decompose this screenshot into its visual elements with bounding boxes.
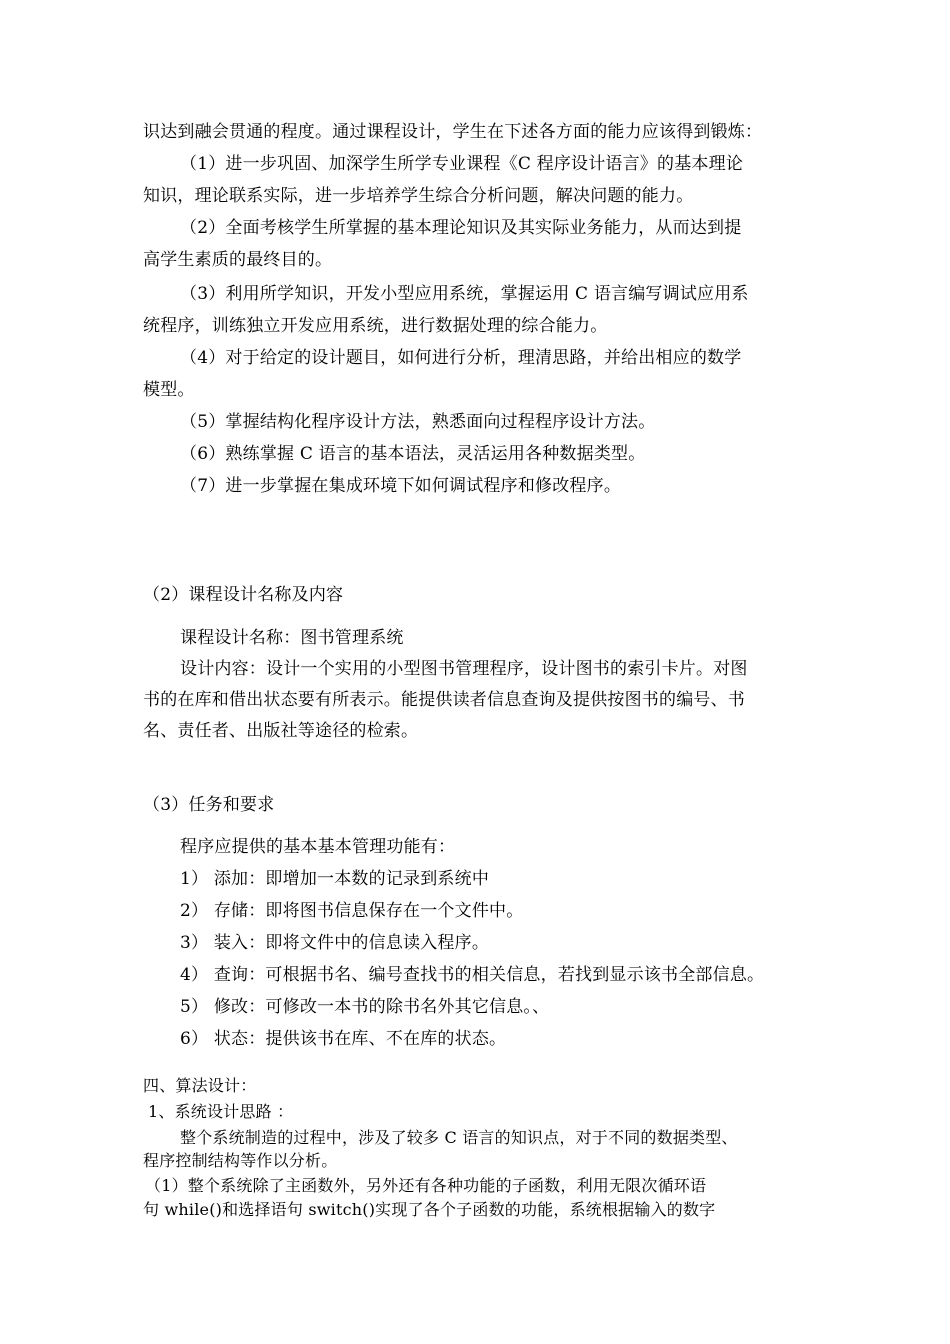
section-3-heading: （3）任务和要求: [143, 795, 275, 815]
system-paragraph-line-2: 句 while()和选择语句 switch()实现了各个子函数的功能，系统根据输入的数字: [143, 1200, 716, 1219]
list-item-2-line-1: （2）全面考核学生所掌握的基本理论知识及其实际业务能力，从而达到提: [180, 218, 742, 238]
function-item-6: 6） 状态：提供该书在库、不在库的状态。: [180, 1029, 507, 1049]
functions-intro: 程序应提供的基本基本管理功能有：: [180, 837, 456, 857]
list-item-3-line-2: 统程序，训练独立开发应用系统，进行数据处理的综合能力。: [143, 316, 608, 336]
function-item-3: 3） 装入：即将文件中的信息读入程序。: [180, 933, 490, 953]
list-item-1-line-2: 知识，理论联系实际，进一步培养学生综合分析问题，解决问题的能力。: [143, 186, 694, 206]
function-item-1: 1） 添加：即增加一本数的记录到系统中: [180, 869, 490, 889]
list-item-3-line-1: （3）利用所学知识，开发小型应用系统，掌握运用 C 语言编写调试应用系: [180, 284, 749, 304]
design-content-line-1: 设计内容：设计一个实用的小型图书管理程序，设计图书的索引卡片。对图: [180, 659, 748, 679]
design-idea-line-1: 整个系统制造的过程中，涉及了较多 C 语言的知识点，对于不同的数据类型、: [180, 1128, 738, 1147]
list-item-4-line-1: （4）对于给定的设计题目，如何进行分析，理清思路，并给出相应的数学: [180, 348, 742, 368]
list-item-6: （6）熟练掌握 C 语言的基本语法，灵活运用各种数据类型。: [180, 444, 646, 464]
system-paragraph-line-1: （1）整个系统除了主函数外，另外还有各种功能的子函数，利用无限次循环语: [145, 1176, 707, 1195]
function-item-2: 2） 存储：即将图书信息保存在一个文件中。: [180, 901, 524, 921]
function-item-4: 4） 查询：可根据书名、编号查找书的相关信息，若找到显示该书全部信息。: [180, 965, 765, 985]
design-content-line-2: 书的在库和借出状态要有所表示。能提供读者信息查询及提供按图书的编号、书: [143, 690, 745, 710]
function-item-5: 5） 修改：可修改一本书的除书名外其它信息。、: [180, 997, 550, 1017]
list-item-1-line-1: （1）进一步巩固、加深学生所学专业课程《C 程序设计语言》的基本理论: [180, 154, 744, 174]
section-4-heading: 四、算法设计：: [143, 1076, 257, 1095]
design-idea-line-2: 程序控制结构等作以分析。: [143, 1151, 338, 1170]
intro-line: 识达到融会贯通的程度。通过课程设计，学生在下述各方面的能力应该得到锻炼：: [143, 122, 763, 142]
list-item-2-line-2: 高学生素质的最终目的。: [143, 250, 333, 270]
design-content-line-3: 名、责任者、出版社等途径的检索。: [143, 721, 419, 741]
section-4-subheading: 1、系统设计思路 ：: [148, 1102, 294, 1121]
list-item-4-line-2: 模型。: [143, 380, 195, 400]
list-item-7: （7）进一步掌握在集成环境下如何调试程序和修改程序。: [180, 476, 622, 496]
list-item-5: （5）掌握结构化程序设计方法，熟悉面向过程程序设计方法。: [180, 412, 656, 432]
section-2-heading: （2）课程设计名称及内容: [143, 585, 344, 605]
course-design-name: 课程设计名称：图书管理系统: [180, 628, 404, 648]
